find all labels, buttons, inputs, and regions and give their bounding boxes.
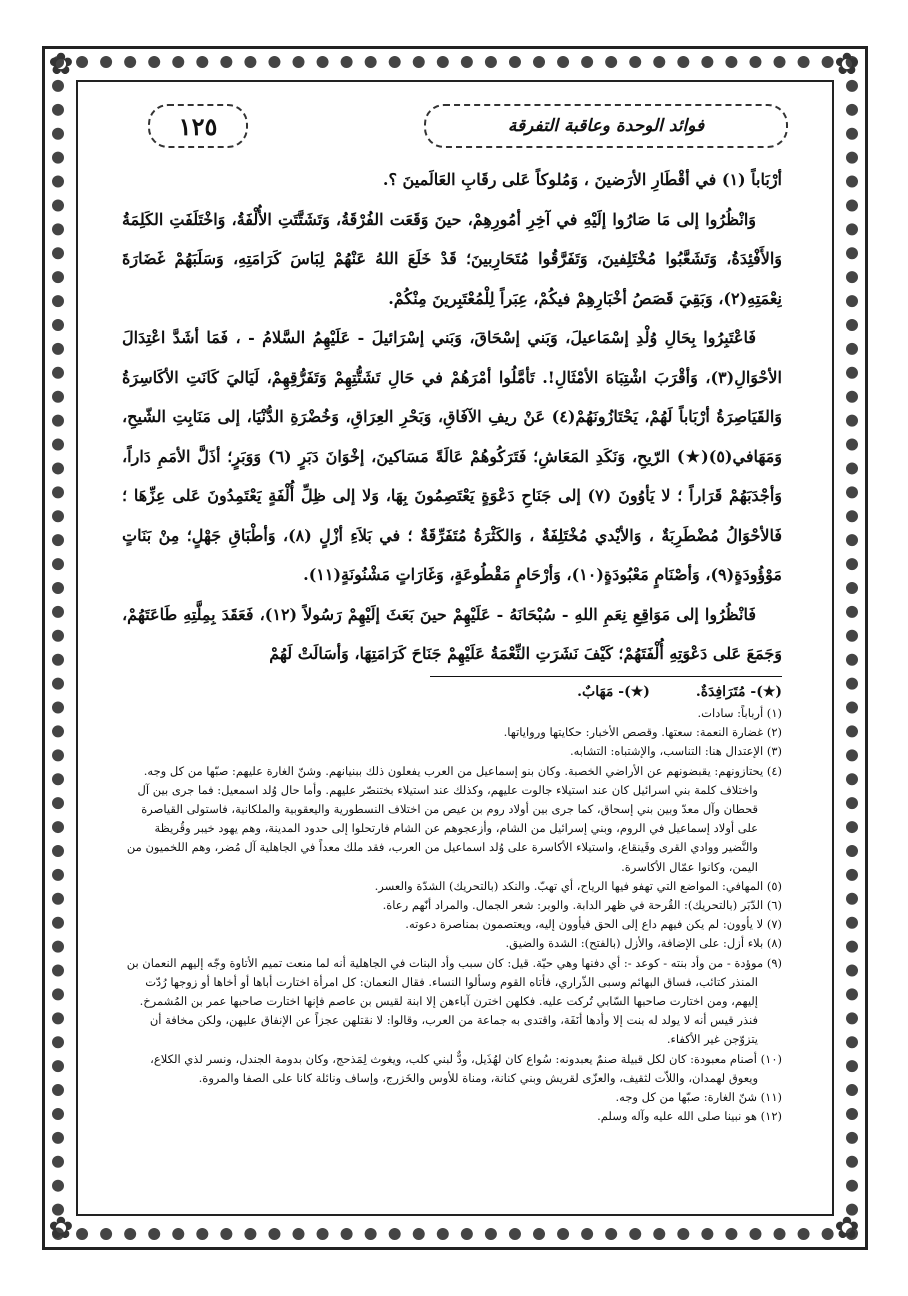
footnote: (٢) غضارة النعمة: سعتها. وقصص الأخبار: حكايتها ورواياتها. [503,725,782,740]
corner-ornament-icon: ✿ [48,1211,74,1246]
footnote: (٤) يحتازونهم: يقبضونهم عن الأراضي الخصبة. وكان بنو إسماعيل من العرب يفعلون ذلك ببنيانهم. وشنّ الغارة عليهم: صبّها من كل وجه. واختلاف كلمة بني اسرائيل كان عند استيلاء جالوت عليهم، وكذلك عند استيلاء بختنصّر عليهم. وأما حال وُلد اسمعيل: فما جرى بين آل قحطان وآل معدّ وبين بني إسحاق، كما جرى بين أولاد روم بن عيص من اختلاف النسطورية واليعقوبية والملكانية، فاستولى القياصرة على أولاد إسماعيل في الروم، وبني إسرائيل من الشام، وأزعجوهم عن الشام فارتحلوا إلى حدود المدينة، وهم يهود خيبر وقُريظة والنَّضير ووادي القرى وقَينقاع، واستيلاء الأكاسرة على وُلد اسماعيل من العرب، فقد ملك معداً في الجاهلية آل مُضر، وهم اللخميون من اليمن، وكانوا عمّال الأكاسرة. [126,763,782,874]
gloss-item: (★)- مُتَرَافِدَةٌ. [695,684,782,700]
footnote: (٩) موؤدة - من وأد بنته - كوعد -: أي دفنها وهي حيّة. قيل: كان سبب وأد البنات في الجاهلية أنه لما منعت تميم الأتاوة وجّه إليهم النعمان بن المنذر كتائب، فساق البهائم وسبى الذّراري، فأتاه القوم وسألوا النساء. فقال النعمان: كل امرأة اختارت أباها أو أخاها أو زوجها رُدّت إليهم، ومن اختارت صاحبها السّابي تُركت عليه. فكلهن اخترن آباءهن إلا ابنة لقيس بن عاصم فإنها اختارت صاحبها عمر بن المُشمرخ. فنذر قيس أنه لا يولد له بنت إلا وأدها أنَفَة، واقتدى به جماعة من العرب، وقالوا: لا نقتلهن عجزاً عن الإنفاق عليهن، ولكن مخافة أن يتزوّجن غير الأكفاء. [126,955,782,1047]
corner-ornament-icon: ✿ [834,47,860,82]
paragraph: وَانْظُرُوا إلى مَا صَارُوا إلَيْهِ في آخِرِ أمُورِهِمْ، حينَ وَقَعَت الفُرْقَةُ، وَتَشَتَّتَتِ الأُلْفَةُ، وَاخْتَلَفَتِ الكَلِمَةُ وَالأَفْئِدَةُ، وَتَشَعَّبُوا مُخْتَلِفينَ، وَتَفَرَّقُوا مُتَحَارِبينَ؛ قَدْ خَلَعَ اللهُ عَنْهُمْ لِبَاسَ كَرَامَتِهِ، وَسَلَبَهُمْ غَضَارَةَ نِعْمَتِهِ(٢)، وَبَقِيَ قَصَصُ أخْبَارِهِمْ فيكُمْ، عِبَراً لِلْمُعْتَبِرينَ مِنْكُمْ. [122,209,782,308]
footnote-divider [430,676,782,677]
footnote: (٧) لا يأوون: لم يكن فيهم داع إلى الحق فيأوون إليه، ويعتصمون بمناصرة دعوته. [405,917,782,932]
paragraph: فَاعْتَبِرُوا بِحَالِ وُلْدِ إسْمَاعيلَ، وَبَني إسْحَاقَ، وَبَني إسْرَائيلَ - عَلَيْهِمُ السَّلامُ - ، فَمَا أشَدَّ اعْتِدَالَ الأحْوَالِ(٣)، وَأقْرَبَ اشْتِبَاهَ الأمْثَالِ!. تَأمَّلُوا أمْرَهُمْ في حَالِ تَشَتُّتِهِمْ وَتَفَرُّقِهِمْ، لَيَاليَ كَانَتِ الأكَاسِرَةُ وَالقَيَاصِرَةُ أرْبَاباً لَهُمْ، يَحْتَازُونَهُمْ(٤) عَنْ ريفِ الآفَاقِ، وَبَحْرِ العِرَاقِ، وَخُضْرَةِ الدُّنْيَا، إلى مَنَابِتِ الشّيحِ، وَمَهَافي(٥)(★) الرّيحِ، وَنَكَدِ المَعَاشِ؛ فَتَرَكُوهُمْ عَالَةً مَسَاكينَ، إخْوَانَ دَبَرٍ (٦) وَوَبَرٍ؛ أذَلَّ الأمَمِ دَاراً، وَأجْدَبَهُمْ قَرَاراً ؛ لا يَأوُونَ (٧) إلى جَنَاحِ دَعْوَةٍ يَعْتَصِمُونَ بِهَا، وَلا إلى ظِلِّ أُلْفَةٍ يَعْتَمِدُونَ عَلى عِزِّهَا ؛ فَالأحْوَالُ مُضْطَرِبَةٌ ، وَالأيْدي مُخْتَلِفَةٌ ، وَالكَثْرَةُ مُتَفَرِّقَةٌ ؛ في بَلاَءِ أزْلٍ (٨)، وَأطْبَاقِ جَهْلٍ؛ مِنْ بَنَاتٍ مَوْؤُودَةٍ(٩)، وَأصْنَامٍ مَعْبُودَةٍ(١٠)، وَأرْحَامٍ مَقْطُوعَةٍ، وَغَارَاتٍ مَشْنُونَةٍ(١١). [122,328,782,584]
paragraph: أرْبَاباً (١) في أقْطَارِ الأرَضينَ ، وَمُلوكاً عَلى رقَابِ العَالَمينَ ؟. [382,170,782,189]
paragraph: فَانْظُرُوا إلى مَوَاقِعِ نِعَمِ اللهِ - سُبْحَانَهُ - عَلَيْهِمْ حينَ بَعَثَ إلَيْهِمْ رَسُولاً (١٢)، فَعَقَدَ بِمِلَّتِهِ طَاعَتَهُمْ، وَجَمَعَ عَلى دَعْوَتِهِ أُلْفَتَهُمْ؛ كَيْفَ نَشَرَتِ النِّعْمَةُ عَلَيْهِمْ جَنَاحَ كَرَامَتِهَا، وَأسَالَتْ لَهُمْ [122,604,782,663]
footnote: (٣) الإعتدال هنا: التناسب، والإشتباه: التشابه. [569,744,782,759]
page-number: ١٢٥ [148,104,248,148]
main-text [122,160,782,670]
running-title: فوائد الوحدة وعاقبة التفرقة [424,104,788,148]
footnote: (١٠) أصنام معبودة: كان لكل قبيلة صنمٌ يعبدونه: سُواع كان لهُذَيل، ودٌّ لبني كلب، ويغوث لِمَذحج، وكان بدومة الجندل، ونسر لذي الكلاع، ويعوق لهمدان، واللاّت لثقيف، والعزّى لقريش وبني كنانة، ومناة للأوس والخَزرج، وإساف ونائلة كانا على الصفا والمروة. [150,1051,782,1085]
footnotes [118,704,782,1204]
page-header [148,104,788,148]
footnote: (١) أرباباً: سادات. [697,706,782,720]
gloss-item: (★)- مَهَابٌ. [577,684,650,700]
corner-ornament-icon: ✿ [834,1211,860,1246]
footnote: (٦) الدّبَر (بالتحريك): القُرحة في ظهر الدابة. والوبر: شعر الجمال. والمراد أنّهم رعاة. [382,898,782,913]
footnote: (١١) شنّ الغارة: صبّها من كل وجه. [615,1090,782,1105]
footnote: (١٢) هو نبينا صلى الله عليه وآله وسلم. [597,1109,782,1124]
gloss-line [531,684,782,700]
footnote: (٥) المهافي: المواضع التي تهفو فيها الرياح، أي تهبّ. والنكد (بالتحريك) الشدّة والعسر. [374,878,782,893]
footnote: (٨) بلاء أزل: على الإضافة، والأزل (بالفتح): الشدة والضيق. [505,936,782,951]
corner-ornament-icon: ✿ [48,47,74,82]
